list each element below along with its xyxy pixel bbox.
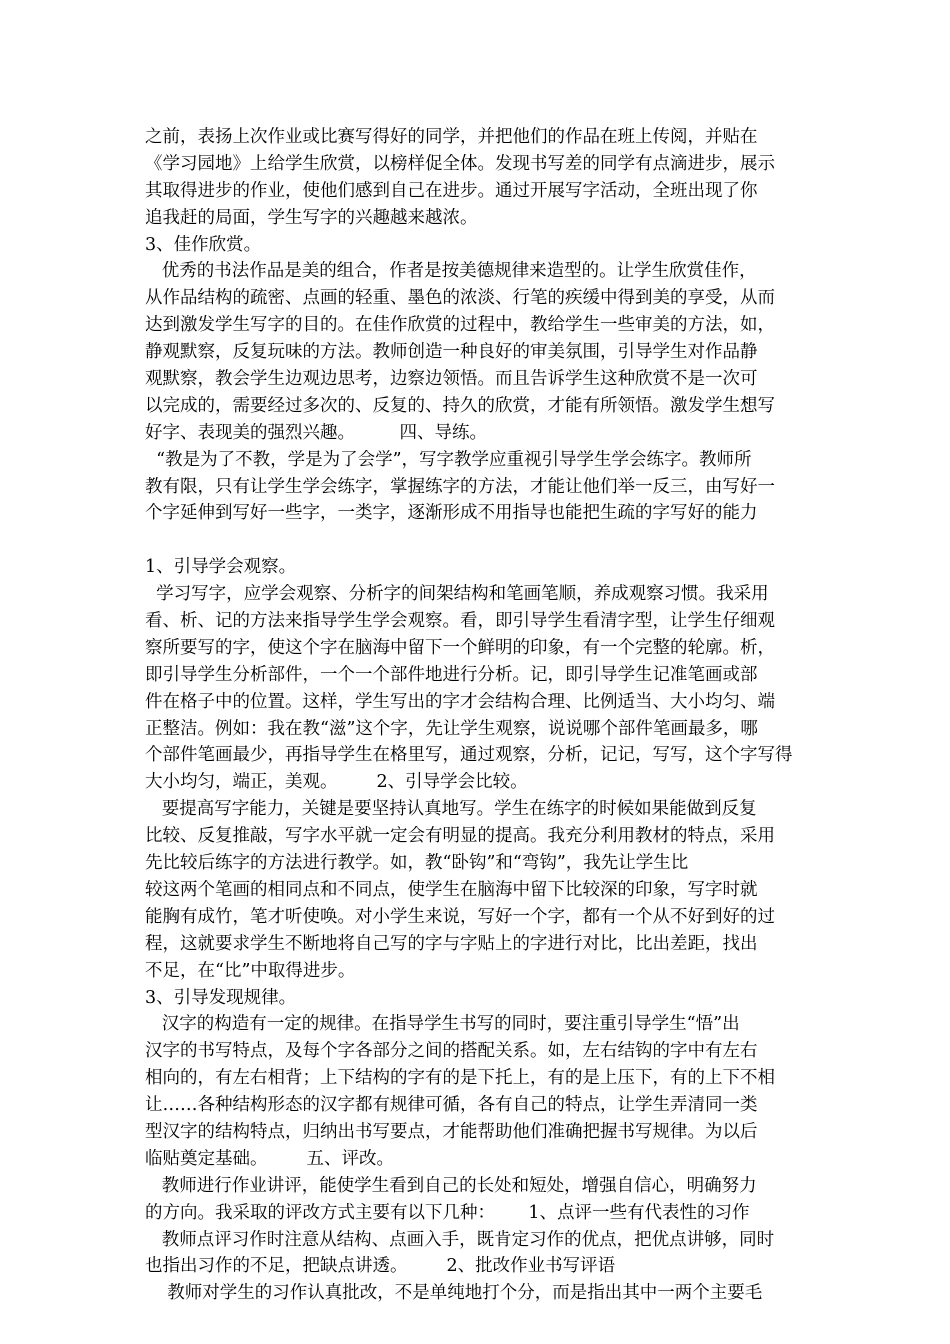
text-line: 也指出习作的不足，把缺点讲透。 2、批改作业书写评语 bbox=[145, 1256, 616, 1277]
text-line: 1、引导学会观察。 bbox=[145, 557, 297, 578]
text-line: 教师点评习作时注意从结构、点画入手，既肯定习作的优点，把优点讲够，同时 bbox=[145, 1229, 775, 1250]
text-line: 要提高写字能力，关键是要坚持认真地写。学生在练字的时候如果能做到反复 bbox=[145, 799, 757, 820]
document-body bbox=[145, 124, 810, 1307]
text-line: 即引导学生分析部件，一个一个部件地进行分析。记，即引导学生记准笔画或部 bbox=[145, 664, 758, 685]
text-line: 个部件笔画最少，再指导学生在格里写，通过观察，分析，记记，写写，这个字写得 bbox=[145, 745, 793, 766]
text-line: 个字延伸到写好一些字，一类字，逐渐形成不用指导也能把生疏的字写好的能力 bbox=[145, 503, 758, 524]
text-line: 临贴奠定基础。 五、评改。 bbox=[145, 1148, 394, 1169]
text-line: 《学习园地》上给学生欣赏，以榜样促全体。发现书写差的同学有点滴进步，展示 bbox=[145, 153, 775, 174]
text-line: 较这两个笔画的相同点和不同点，使学生在脑海中留下比较深的印象，写字时就 bbox=[145, 879, 758, 900]
text-line: 静观默察，反复玩味的方法。教师创造一种良好的审美氛围，引导学生对作品静 bbox=[145, 342, 758, 363]
text-line: 看、析、记的方法来指导学生学会观察。看，即引导学生看清字型，让学生仔细观 bbox=[145, 611, 775, 632]
text-line: 先比较后练字的方法进行教学。如，教“卧钩”和“弯钩”，我先让学生比 bbox=[145, 853, 689, 874]
text-line: 观默察，教会学生边观边思考，边察边领悟。而且告诉学生这种欣赏不是一次可 bbox=[145, 369, 758, 390]
text-line: 达到激发学生写字的目的。在佳作欣赏的过程中，教给学生一些审美的方法，如， bbox=[145, 315, 775, 336]
text-line: 能胸有成竹，笔才听使唤。对小学生来说，写好一个字，都有一个从不好到好的过 bbox=[145, 906, 775, 927]
text-line: 学习写字，应学会观察、分析字的间架结构和笔画笔顺，养成观察习惯。我采用 bbox=[145, 584, 769, 605]
text-line: 让……各种结构形态的汉字都有规律可循，各有自己的特点，让学生弄清同一类 bbox=[145, 1095, 758, 1116]
text-line: 相向的，有左右相背；上下结构的字有的是下托上，有的是上压下，有的上下不相 bbox=[145, 1068, 775, 1089]
text-line: 的方向。我采取的评改方式主要有以下几种： 1、点评一些有代表性的习作 bbox=[145, 1202, 750, 1223]
text-line: 教师对学生的习作认真批改，不是单纯地打个分，而是指出其中一两个主要毛 bbox=[145, 1283, 763, 1304]
text-line: “教是为了不教，学是为了会学”，写字教学应重视引导学生学会练字。教师所 bbox=[145, 449, 752, 470]
text-line: 大小均匀，端正，美观。 2、引导学会比较。 bbox=[145, 772, 528, 793]
text-line: 正整洁。例如：我在教“滋”这个字，先让学生观察，说说哪个部件笔画最多，哪 bbox=[145, 718, 758, 739]
text-line: 比较、反复推敲，写字水平就一定会有明显的提高。我充分利用教材的特点，采用 bbox=[145, 826, 775, 847]
text-line: 优秀的书法作品是美的组合，作者是按美德规律来造型的。让学生欣赏佳作， bbox=[145, 261, 757, 282]
text-line: 教师进行作业讲评，能使学生看到自己的长处和短处，增强自信心，明确努力 bbox=[145, 1175, 757, 1196]
text-line: 察所要写的字，使这个字在脑海中留下一个鲜明的印象，有一个完整的轮廓。析， bbox=[145, 637, 775, 658]
text-line: 3、佳作欣赏。 bbox=[145, 234, 262, 255]
text-line: 件在格子中的位置。这样，学生写出的字才会结构合理、比例适当、大小均匀、端 bbox=[145, 691, 775, 712]
text-line: 3、引导发现规律。 bbox=[145, 987, 297, 1008]
text-line: 追我赶的局面，学生写字的兴趣越来越浓。 bbox=[145, 207, 478, 228]
text-line: 从作品结构的疏密、点画的轻重、墨色的浓淡、行笔的疾缓中得到美的享受，从而 bbox=[145, 288, 775, 309]
text-line: 其取得进步的作业，使他们感到自己在进步。通过开展写字活动，全班出现了你 bbox=[145, 180, 758, 201]
text-line: 汉字的构造有一定的规律。在指导学生书写的同时，要注重引导学生“悟”出 bbox=[145, 1014, 740, 1035]
text-line: 型汉字的结构特点，归纳出书写要点，才能帮助他们准确把握书写规律。为以后 bbox=[145, 1121, 758, 1142]
text-line: 之前，表扬上次作业或比赛写得好的同学，并把他们的作品在班上传阅，并贴在 bbox=[145, 127, 758, 147]
text-line: 好字、表现美的强烈兴趣。 四、导练。 bbox=[145, 422, 488, 443]
text-line: 汉字的书写特点，及每个字各部分之间的搭配关系。如，左右结钩的字中有左右 bbox=[145, 1041, 758, 1062]
text-line: 教有限，只有让学生学会练字，掌握练字的方法，才能让他们举一反三，由写好一 bbox=[145, 476, 775, 497]
blank-line bbox=[145, 527, 810, 554]
text-line: 不足，在“比”中取得进步。 bbox=[145, 960, 356, 981]
text-line: 以完成的，需要经过多次的、反复的、持久的欣赏，才能有所领悟。激发学生想写 bbox=[145, 395, 775, 416]
text-line: 程，这就要求学生不断地将自己写的字与字贴上的字进行对比，比出差距，找出 bbox=[145, 933, 758, 954]
